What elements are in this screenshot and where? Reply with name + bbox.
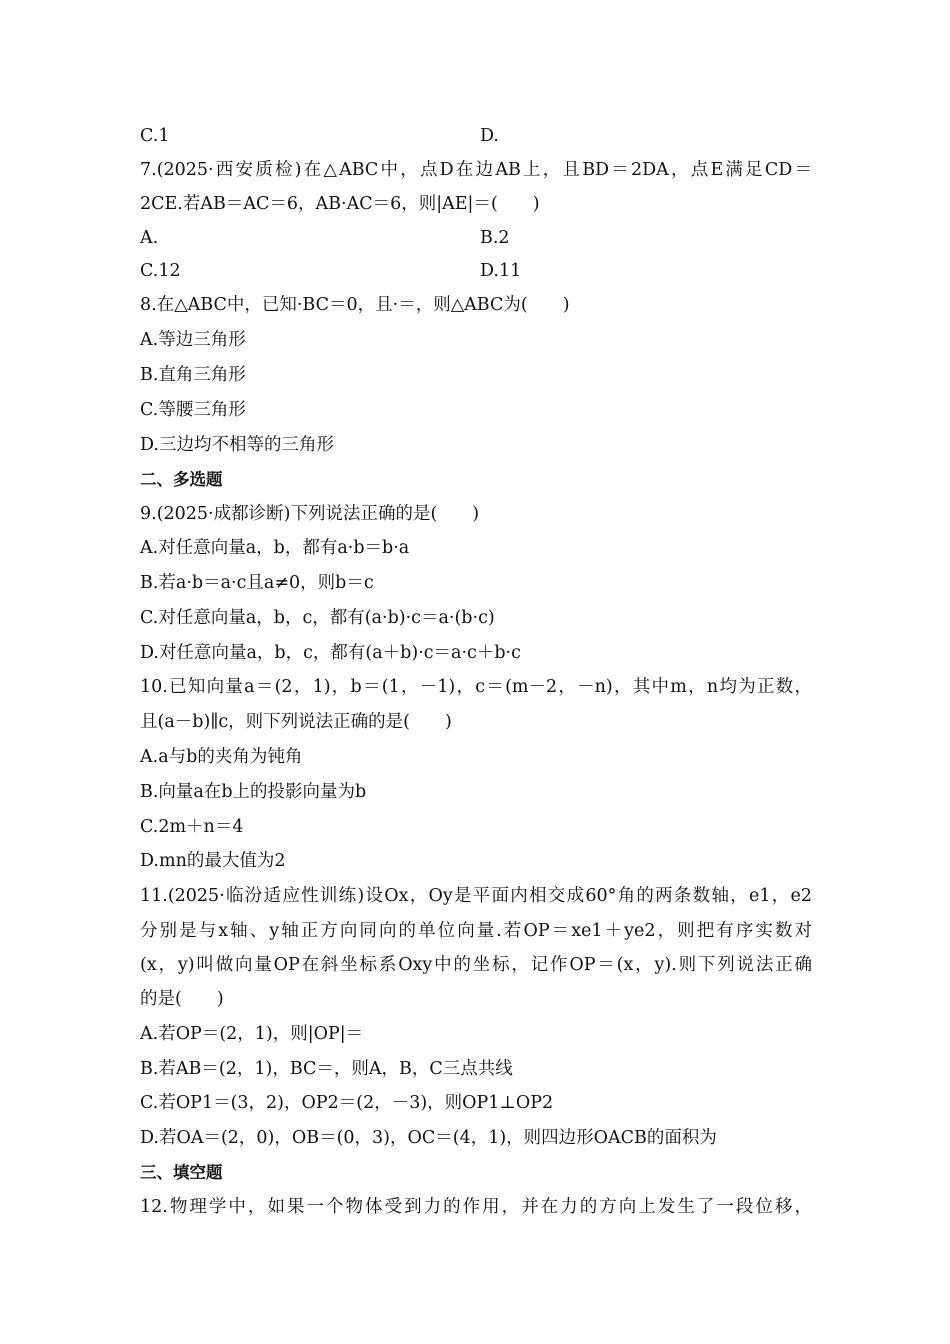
q12-stem-line1: 12.物理学中，如果一个物体受到力的作用，并在力的方向上发生了一段位移，: [140, 1197, 812, 1217]
q10-option-d: D.mn的最大值为2: [140, 851, 286, 871]
q10-stem-line2: 且(a－b)∥c，则下列说法正确的是( ): [140, 712, 452, 732]
q7-option-d: D.11: [480, 261, 522, 281]
q9-option-d: D.对任意向量a，b，c，都有(a＋b)·c＝a·c＋b·c: [140, 643, 521, 663]
q7-option-a: A.: [140, 228, 159, 248]
q11-stem-line1: 11.(2025·临汾适应性训练)设Ox，Oy是平面内相交成60°角的两条数轴，e1，e2: [140, 886, 812, 906]
q7-option-b: B.2: [480, 228, 510, 248]
q7-option-c: C.12: [140, 261, 181, 281]
q6-option-d: D.: [480, 126, 499, 146]
q11-stem-line2: 分别是与x轴、y轴正方向同向的单位向量.若OP＝xe1＋ye2，则把有序实数对: [140, 921, 812, 941]
q11-option-b: B.若AB＝(2，1)，BC＝，则A，B，C三点共线: [140, 1059, 513, 1079]
q8-stem: 8.在△ABC中，已知·BC＝0，且·＝，则△ABC为( ): [140, 295, 570, 315]
q11-stem-line4: 的是( ): [140, 989, 224, 1009]
q11-option-a: A.若OP＝(2，1)，则|OP|＝: [140, 1024, 364, 1044]
q10-option-b: B.向量a在b上的投影向量为b: [140, 782, 367, 802]
q11-option-d: D.若OA＝(2，0)，OB＝(0，3)，OC＝(4，1)，则四边形OACB的面积为: [140, 1128, 717, 1148]
q11-stem-line3: (x，y)叫做向量OP在斜坐标系Oxy中的坐标，记作OP＝(x，y).则下列说法正确: [140, 955, 812, 975]
q6-option-c: C.1: [140, 126, 170, 146]
q9-option-c: C.对任意向量a，b，c，都有(a·b)·c＝a·(b·c): [140, 608, 495, 628]
q7-stem-line1: 7.(2025·西安质检)在△ABC中，点D在边AB上，且BD＝2DA，点E满足CD＝: [140, 160, 812, 180]
q10-stem-line1: 10.已知向量a＝(2，1)，b＝(1，－1)，c＝(m－2，－n)，其中m，n均为正数，: [140, 677, 812, 697]
q9-stem: 9.(2025·成都诊断)下列说法正确的是( ): [140, 504, 480, 524]
section-heading-fill-in: 三、填空题: [140, 1163, 223, 1182]
q11-option-c: C.若OP1＝(3，2)，OP2＝(2，－3)，则OP1⊥OP2: [140, 1093, 554, 1113]
q7-stem-line2: 2CE.若AB＝AC＝6，AB·AC＝6，则|AE|＝( ): [140, 194, 540, 214]
q10-option-a: A.a与b的夹角为钝角: [140, 747, 303, 767]
q8-option-c: C.等腰三角形: [140, 400, 246, 420]
q9-option-a: A.对任意向量a，b，都有a·b＝b·a: [140, 538, 410, 558]
q8-option-b: B.直角三角形: [140, 365, 246, 385]
q8-option-d: D.三边均不相等的三角形: [140, 435, 334, 455]
q9-option-b: B.若a·b＝a·c且a≠0，则b＝c: [140, 573, 374, 593]
q10-option-c: C.2m＋n＝4: [140, 817, 244, 837]
section-heading-multiple-choice: 二、多选题: [140, 470, 223, 489]
q8-option-a: A.等边三角形: [140, 330, 246, 350]
